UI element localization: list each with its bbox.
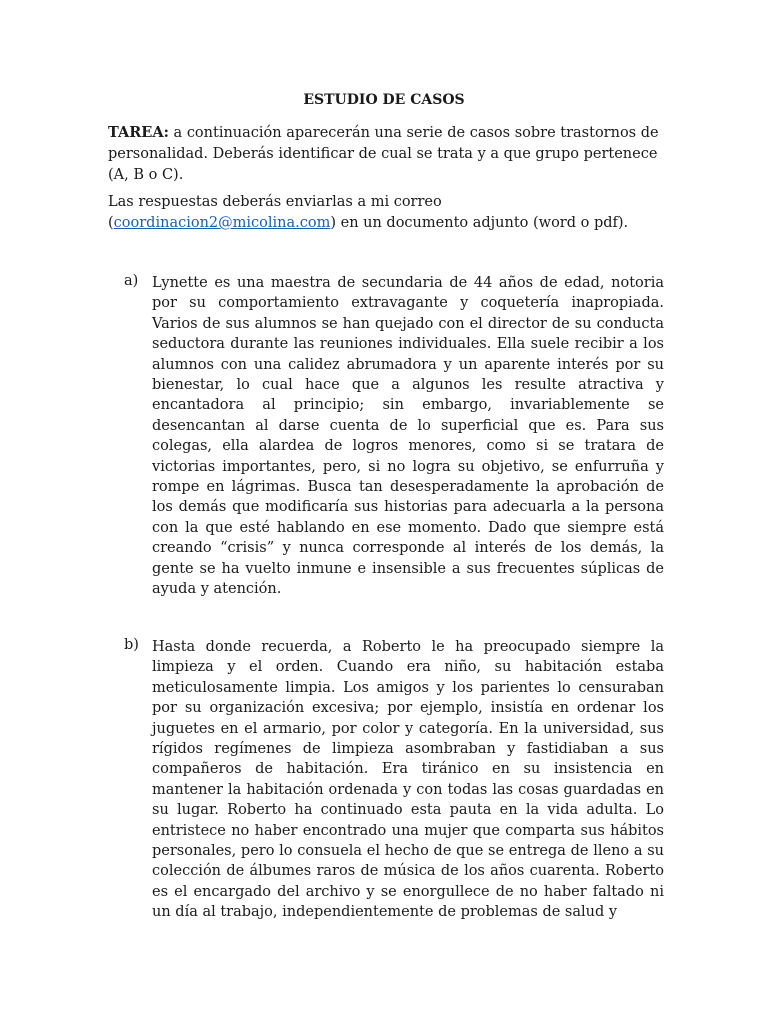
task-instructions	[108, 122, 664, 186]
submission-instructions	[108, 192, 664, 234]
page-title: ESTUDIO DE CASOS	[303, 92, 465, 108]
email-link[interactable]: coordinacion2@micolina.com	[113, 215, 331, 231]
case-text: Lynette es una maestra de secundaria de 44 años de edad, notoria por su comportamiento extravagante y coquetería inapropiada. Varios de sus alumnos se han quejado con el director de su conducta seductora durante las reuniones individuales. Ella suele recibir a los alumnos con una calidez abrumadora y un aparente interés por su bienestar, lo cual hace que a algunos les resulte atractiva y encantadora al principio; sin embargo, invariablemente se desencantan al darse cuenta de lo superficial que es. Para sus colegas, ella alardea de logros menores, como si se tratara de victorias importantes, pero, si no logra su objetivo, se enfurruña y rompe en lágrimas. Busca tan desesperadamente la aprobación de los demás que modificaría sus historias para adecuarla a la persona con la que esté hablando en ese momento. Dado que siempre está creando “crisis” y nunca corresponde al interés de los demás, la gente se ha vuelto inmune e insensible a sus frecuentes súplicas de ayuda y atención.	[152, 275, 664, 598]
case-text: Hasta donde recuerda, a Roberto le ha preocupado siempre la limpieza y el orden. Cuando era niño, su habitación estaba meticulosamente limpia. Los amigos y los parientes lo censuraban por su organización excesiva; por ejemplo, insistía en ordenar los juguetes en el armario, por color y categoría. En la universidad, sus rígidos regímenes de limpieza asombraban y fastidiaban a sus compañeros de habitación. Era tiránico en su insistencia en mantener la habitación ordenada y con todas las cosas guardadas en su lugar. Roberto ha continuado esta pauta en la vida adulta. Lo entristece no haber encontrado una mujer que comparta sus hábitos personales, pero lo consuela el hecho de que se entrega de lleno a su colección de álbumes raros de música de los años cuarenta. Roberto es el encargado del archivo y se enorgullece de no haber faltado ni un día al trabajo, independientemente de problemas de salud y	[152, 639, 664, 921]
case-item-a	[124, 273, 664, 600]
submission-text-after: ) en un documento adjunto (word o pdf).	[330, 215, 629, 231]
task-label: TAREA:	[108, 124, 169, 141]
case-marker: b)	[124, 637, 139, 653]
case-item-b	[124, 637, 664, 923]
case-marker: a)	[124, 273, 139, 289]
task-text: a continuación aparecerán una serie de casos sobre trastornos de personalidad. Deberás identificar de cual se trata y a que grupo pertenece (A, B o C).	[108, 125, 659, 183]
submission-text-before: Las respuestas deberás enviarlas a mi correo (	[108, 194, 442, 231]
